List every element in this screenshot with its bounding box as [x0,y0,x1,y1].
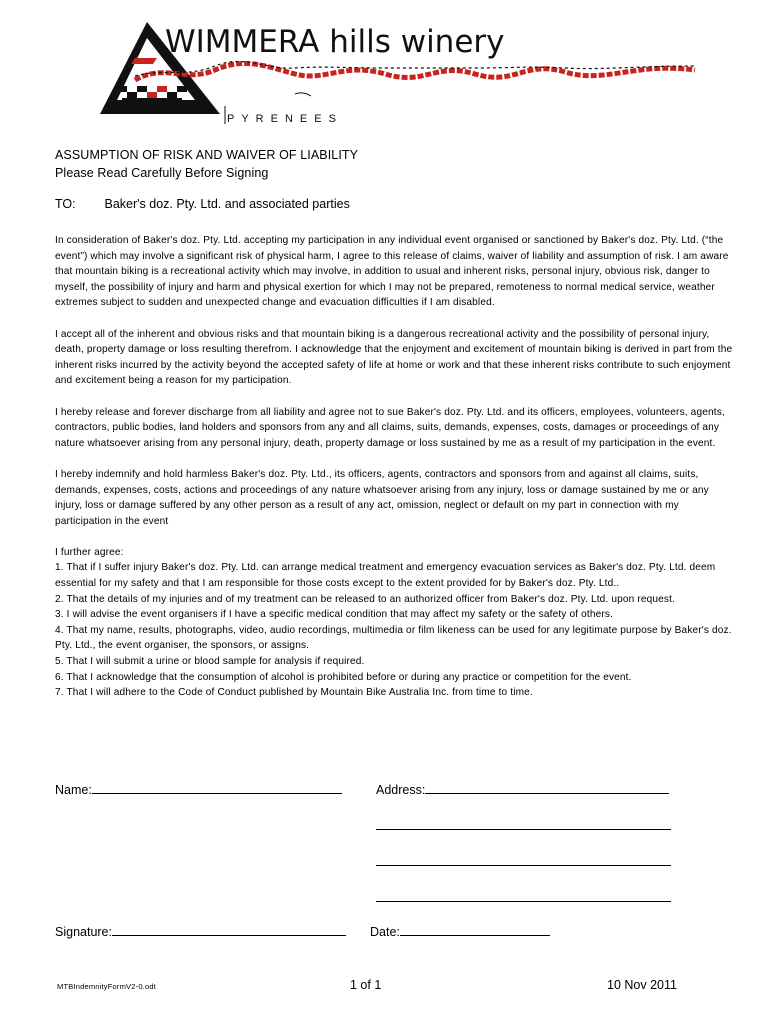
logo-title: WIMMERA hills winery [165,24,505,60]
signature-field[interactable] [55,924,346,939]
list-item: 7. That I will adhere to the Code of Conduct published by Mountain Bike Australia Inc. from time to time. [55,687,533,699]
date-label: Date: [370,925,400,939]
address-line-4[interactable] [376,901,671,902]
list-item: 6. That I acknowledge that the consumption of alcohol is prohibited before or during any practice or competition for the event. [55,671,632,683]
agreement-intro: I further agree: [55,546,124,558]
to-value: Baker's doz. Pty. Ltd. and associated parties [104,197,350,211]
footer-filename: MTBIndemnityFormV2-0.odt [57,982,156,991]
address-line-2[interactable] [376,829,671,830]
waiver-body [55,233,733,701]
name-label: Name: [55,783,92,797]
list-item: 1. That if I suffer injury Baker's doz. Pty. Ltd. can arrange medical treatment and emergency evacuation services as Baker's doz. Pty. Ltd. deem essential for my safety and that I am responsible for those costs except to the extent provided for by Baker's doz. Pty. Ltd.. [55,562,716,590]
list-item: 4. That my name, results, photographs, video, audio recordings, multimedia or film likeness can be used for any legitimate purpose by Baker's doz. Pty. Ltd., the event organiser, the sponsors, or assigns. [55,624,732,652]
paragraph-accept-risks: I accept all of the inherent and obvious risks and that mountain biking is a dangerous recreational activity and the possibility of personal injury, death, property damage or loss resulting therefrom. I acknowledge that the enjoyment and excitement of mountain biking is derived in part from the inherent risks incurred by the activity beyond the accepted safety of life at home or work and that these inherent risks contribute to such enjoyment and excitement being a reason for my participation. [55,328,733,387]
signature-line[interactable] [112,924,346,936]
signature-label: Signature: [55,925,112,939]
footer-date: 10 Nov 2011 [607,978,677,992]
agreement-list [55,545,733,701]
address-line-3[interactable] [376,865,671,866]
document-heading [55,146,358,182]
logo-graphic [95,18,715,130]
address-label: Address: [376,783,426,797]
name-field[interactable] [55,782,342,797]
footer-page-number: 1 of 1 [350,978,382,992]
paragraph-release: I hereby release and forever discharge from all liability and agree not to sue Baker's doz. Pty. Ltd. and its officers, employees, volunteers, agents, contractors, public bodies, land holders and sponsors from any and all claims, suits, demands, expenses, costs, damages or proceedings of any nature whatsoever arising from any personal injury, death, property damage or loss sustained by me as a result of my participation in the event. [55,406,725,449]
addressee-line [55,197,350,211]
to-label: TO: [55,197,76,211]
address-field[interactable] [376,782,669,797]
name-line[interactable] [92,782,342,794]
logo-subtitle: PYRENEES [227,113,343,125]
date-line[interactable] [400,924,550,936]
paragraph-indemnify: I hereby indemnify and hold harmless Baker's doz. Pty. Ltd., its officers, agents, contractors and sponsors from and against all claims, suits, demands, expenses, costs, actions and proceedings of any nature whatsoever arising from any injury, loss or damage sustained by me or any injury, loss or damage suffered by any other person as a result of any act, omission, neglect or default on my part in connection with my participation in the event [55,468,709,527]
heading-subtitle: Please Read Carefully Before Signing [55,166,269,180]
heading-title: ASSUMPTION OF RISK AND WAIVER OF LIABILITY [55,148,359,162]
logo-ribbon [135,63,695,80]
winery-logo [95,18,715,130]
list-item: 5. That I will submit a urine or blood sample for analysis if required. [55,656,365,668]
list-item: 3. I will advise the event organisers if I have a specific medical condition that may affect my safety or the safety of others. [55,609,614,621]
paragraph-consideration: In consideration of Baker's doz. Pty. Ltd. accepting my participation in any individual event organised or sanctioned by Baker's doz. Pty. Ltd. (“the event”) which may involve a significant risk of physical harm, I agree to this release of claims, waiver of liability and assumption of risk. I am aware that mountain biking is a recreational activity which may involve, in addition to usual and inherent risks, personal injury, obvious risk, danger to myself, the possibility of injury and harm and physical exertion for which I may not be prepared, remoteness to normal medical service, weather extremes subject to sudden and unexpected change and evacuation difficulties if I am disabled. [55,235,729,309]
date-field[interactable] [370,924,550,939]
address-line-1[interactable] [425,782,669,794]
list-item: 2. That the details of my injuries and of my treatment can be released to an authorized officer from Baker's doz. Pty. Ltd. upon request. [55,593,676,605]
